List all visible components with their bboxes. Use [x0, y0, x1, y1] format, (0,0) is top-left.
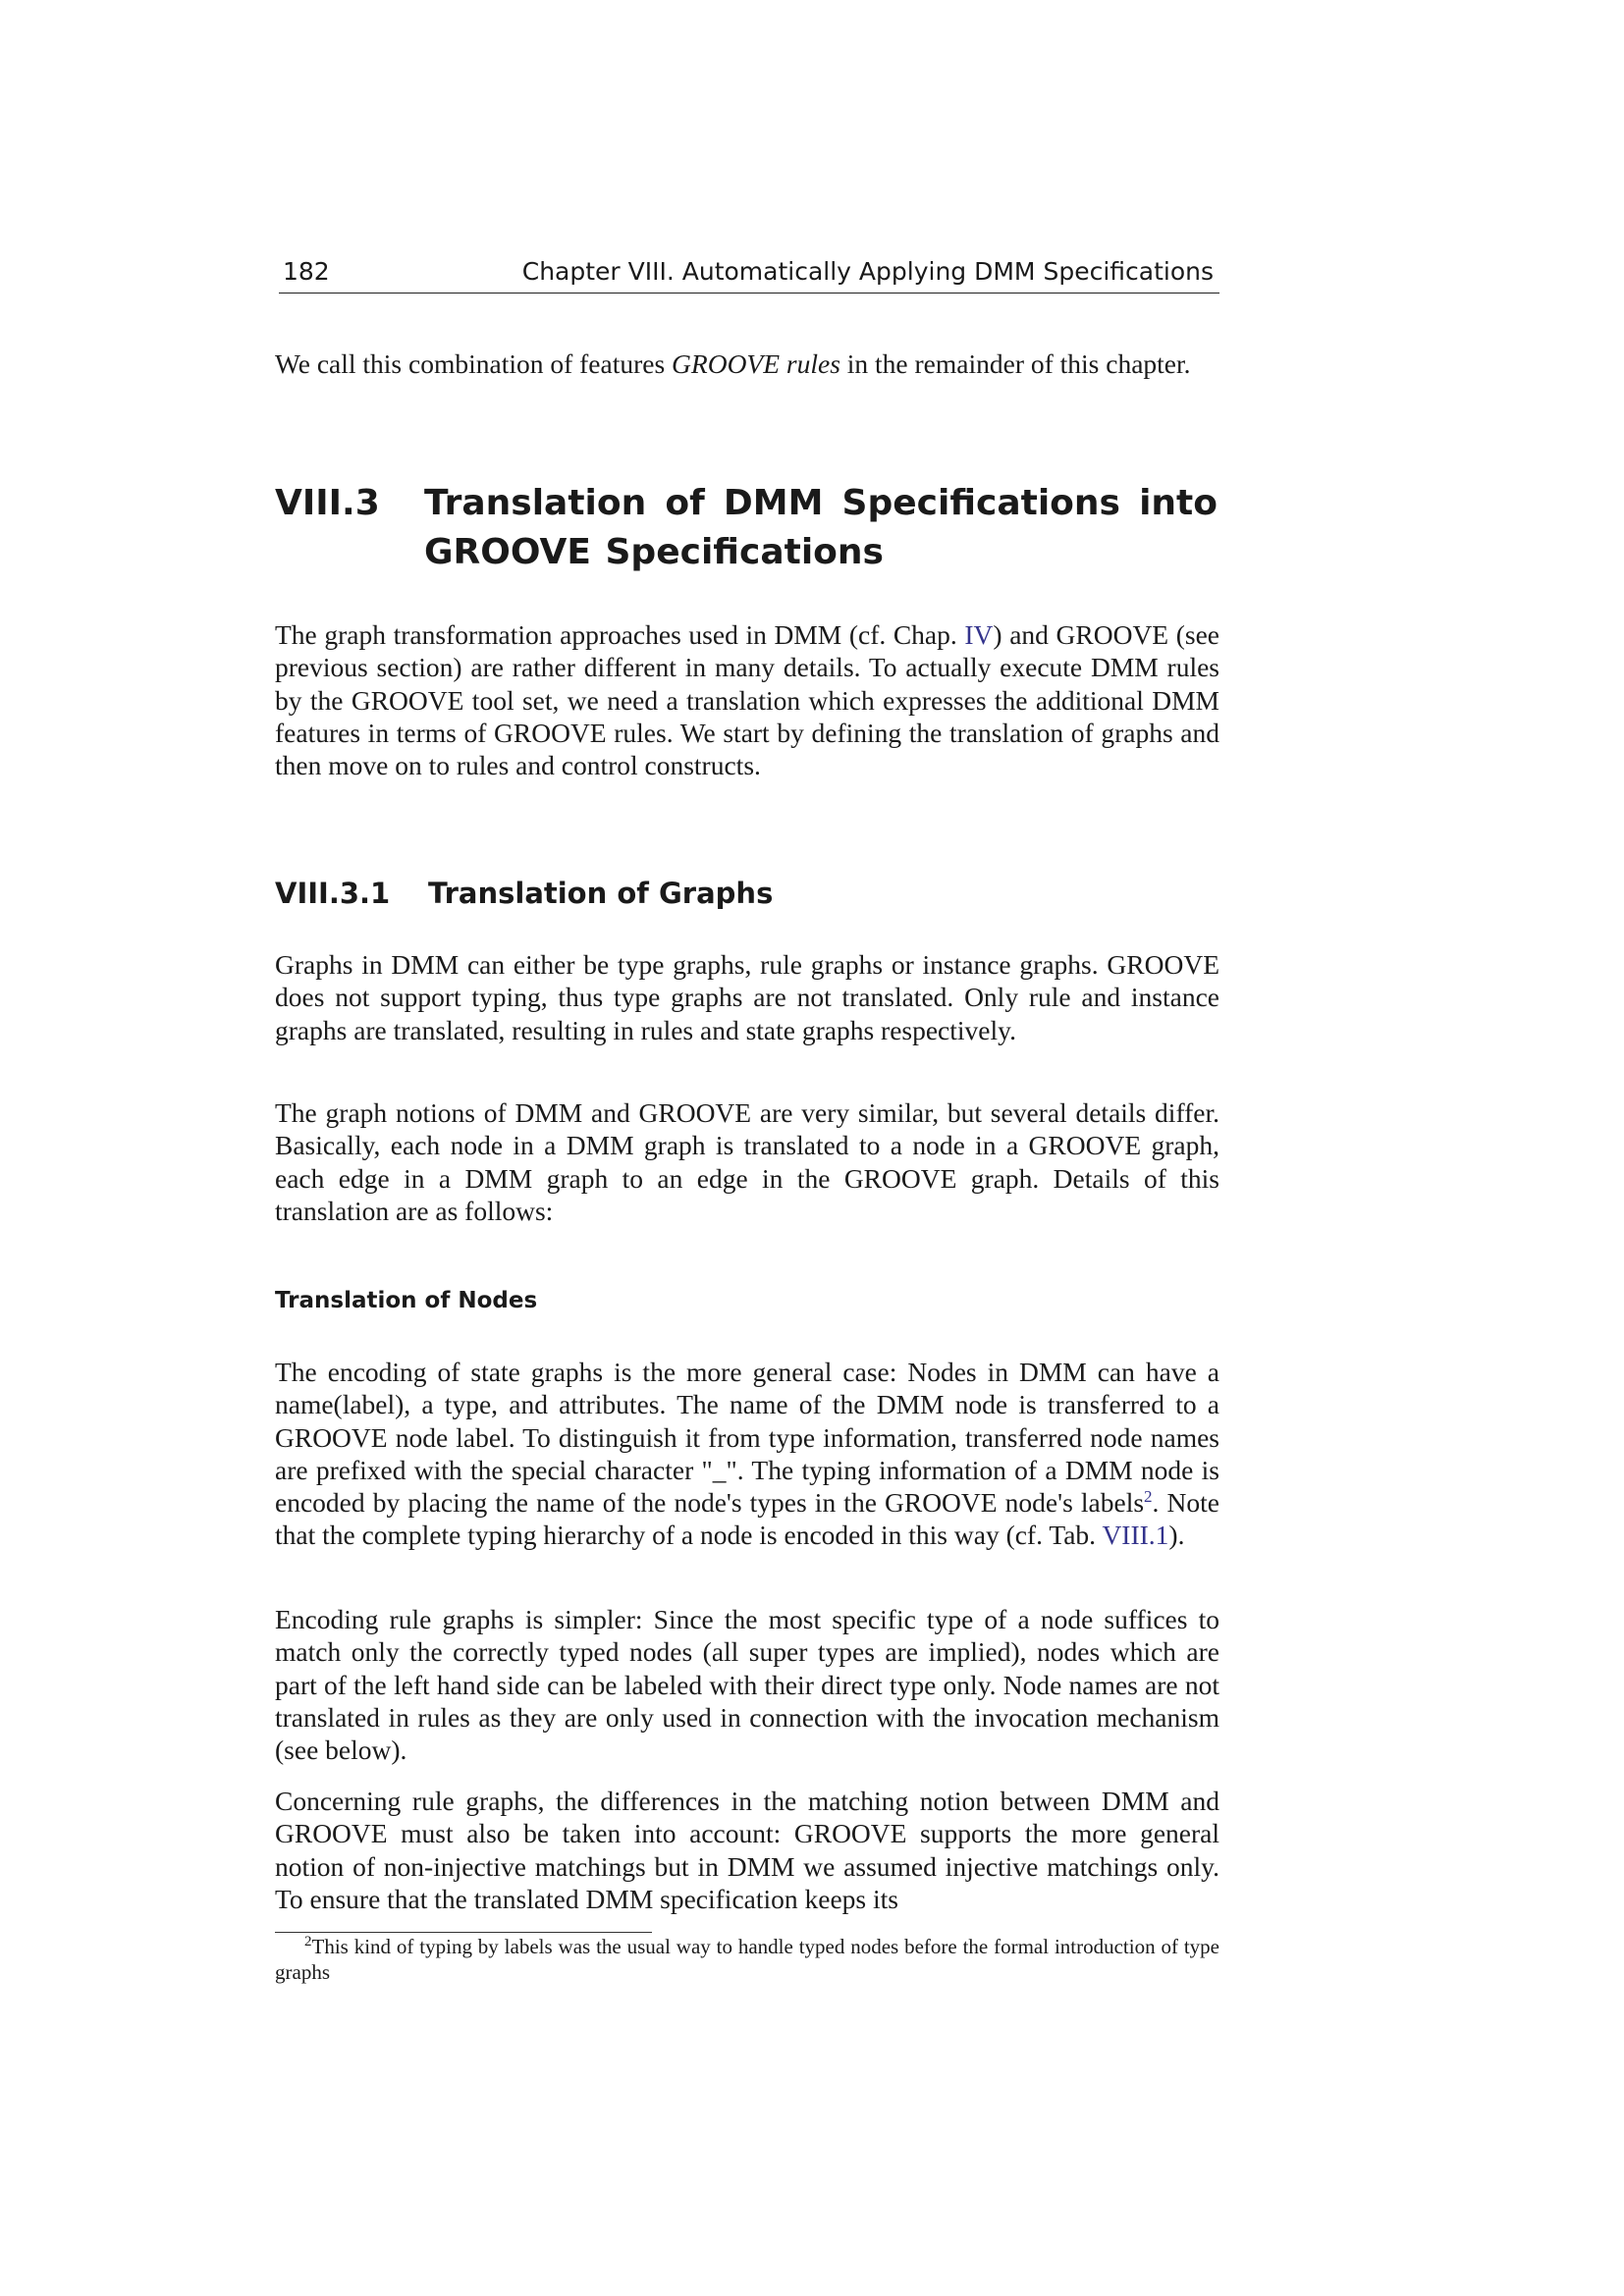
running-header: [279, 253, 1219, 294]
nodes-text-end: ).: [1168, 1520, 1185, 1551]
section-intro-text: The graph transformation approaches used in DMM (cf. Chap.: [275, 619, 965, 650]
intro-text: We call this combination of features: [275, 348, 673, 379]
section-number: VIII.3: [275, 483, 380, 523]
groove-rules-term: GROOVE rules: [672, 348, 840, 379]
nodes-paragraph: [275, 1356, 1219, 1552]
graphs-paragraph-2: The graph notions of DMM and GROOVE are very similar, but several details differ. Basically, each node in a DMM graph is translated to a node in a GROOVE graph, each edge in a DMM graph to an edge in the GROOVE graph. Details of this translation are as follows:: [275, 1097, 1219, 1226]
footnote-ref-link[interactable]: 2: [1144, 1487, 1153, 1507]
subsection-title: Translation of Graphs: [428, 877, 774, 910]
chapter-ref-link[interactable]: IV: [964, 619, 994, 650]
table-ref-link[interactable]: VIII.1: [1102, 1520, 1169, 1551]
intro-text-end: in the remainder of this chapter.: [839, 348, 1191, 379]
footnote-mark: 2: [304, 1934, 312, 1949]
matching-paragraph: Concerning rule graphs, the differences in the matching notion between DMM and GROOVE must also be taken into account: GROOVE supports the more general notion of non-injective matchings but in DMM we assumed injective matchings only. To ensure that the translated DMM specification keeps its: [275, 1786, 1219, 1914]
footnote-text: This kind of typing by labels was the usual way to handle typed nodes before the formal introduction of type graphs: [275, 1935, 1219, 1984]
nodes-text: The encoding of state graphs is the more general case: Nodes in DMM can have a name(label), a type, and attributes. The name of the DMM node is transferred to a GROOVE node label. To distinguish it from type information, transferred node names are prefixed with the special character "_". The typing information of a DMM node is encoded by placing the name of the node's types in the GROOVE node's labels: [275, 1357, 1219, 1519]
running-chapter-title: Chapter VIII. Automatically Applying DMM Specifications: [521, 257, 1214, 286]
paragraph-heading: Translation of Nodes: [275, 1288, 538, 1313]
footnote-rule: [275, 1932, 652, 1933]
nodes-text-cont: . Note that the complete typing hierarchy of a node is encoded in this way (cf. Tab.: [275, 1487, 1219, 1551]
section-intro-text-end: ) and GROOVE (see previous section) are rather different in many details. To actually execute DMM rules by the GROOVE tool set, we need a translation which expresses the additional DMM features in terms of GROOVE rules. We start by defining the translation of graphs and then move on to rules and control constructs.: [275, 619, 1219, 781]
page-number: 182: [283, 257, 330, 286]
rule-graphs-paragraph: Encoding rule graphs is simpler: Since the most specific type of a node suffices to match only the correctly typed nodes (all super types are implied), nodes which are part of the left hand side can be labeled with their direct type only. Node names are not translated in rules as they are only used in connection with the invocation mechanism (see below).: [275, 1604, 1219, 1766]
footnote: [275, 1934, 1219, 1985]
subsection-number: VIII.3.1: [275, 877, 391, 910]
section-title: Translation of DMM Specifications into GROOVE Specifications: [424, 483, 1218, 572]
graphs-paragraph-1: Graphs in DMM can either be type graphs, rule graphs or instance graphs. GROOVE does not support typing, thus type graphs are not translated. Only rule and instance graphs are translated, resulting in rules and state graphs respectively.: [275, 949, 1219, 1045]
intro-paragraph: [275, 347, 1219, 380]
section-intro-paragraph: [275, 618, 1219, 781]
